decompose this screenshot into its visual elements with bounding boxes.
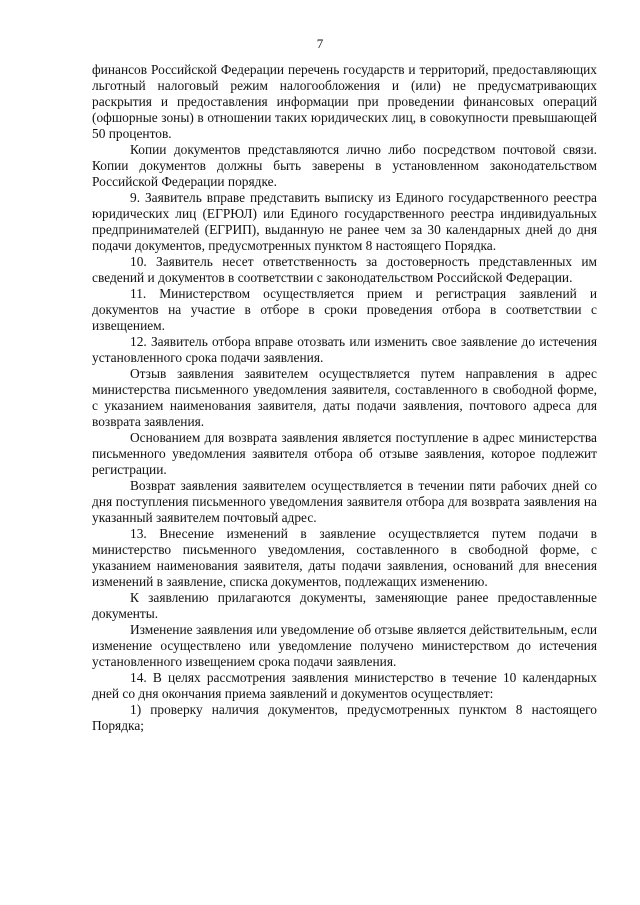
paragraph-item-9: 9. Заявитель вправе представить выписку из Единого государственного реестра юридических лиц (ЕГРЮЛ) или Единого государственного реестра индивидуальных предпринимателей (ЕГРИП), выданную не ранее чем за 30 календарных дней до дня подачи документов, предусмотренных пунктом 8 настоящего Порядка. bbox=[92, 190, 597, 253]
paragraph-item-13: 13. Внесение изменений в заявление осуществляется путем подачи в министерство письменного уведомления, составленного в свободной форме, с указанием наименования заявителя, даты подачи заявления, оснований для внесения изменений в заявление, списка документов, подлежащих изменению. bbox=[92, 526, 597, 589]
paragraph-item-10: 10. Заявитель несет ответственность за достоверность представленных им сведений и документов в соответствии с законодательством Российской Федерации. bbox=[92, 254, 597, 285]
paragraph-item-12: 12. Заявитель отбора вправе отозвать или изменить свое заявление до истечения установленного срока подачи заявления. bbox=[92, 334, 597, 365]
paragraph-attachments: К заявлению прилагаются документы, заменяющие ранее предоставленные документы. bbox=[92, 590, 597, 621]
paragraph-withdrawal: Отзыв заявления заявителем осуществляется путем направления в адрес министерства письменного уведомления заявителя, составленного в свободной форме, с указанием наименования заявителя, даты подачи заявления, почтового адреса для возврата заявления. bbox=[92, 366, 597, 429]
paragraph-continuation: финансов Российской Федерации перечень государств и территорий, предоставляющих льготный налоговый режим налогообложения и (или) не предусматривающих раскрытия и предоставления информации при проведении финансовых операций (офшорные зоны) в отношении таких юридических лиц, в совокупности превышающей 50 процентов. bbox=[92, 62, 597, 141]
paragraph-item-11: 11. Министерством осуществляется прием и регистрация заявлений и документов на участие в отборе в сроки проведения отбора в соответствии с извещением. bbox=[92, 286, 597, 333]
paragraph-return-basis: Основанием для возврата заявления является поступление в адрес министерства письменного уведомления заявителя отбора об отзыве заявления, которое подлежит регистрации. bbox=[92, 430, 597, 477]
paragraph-subitem-1: 1) проверку наличия документов, предусмотренных пунктом 8 настоящего Порядка; bbox=[92, 702, 597, 733]
paragraph-change-validity: Изменение заявления или уведомление об отзыве является действительным, если изменение осуществлено или уведомление получено министерством до истечения установленного извещением срока подачи заявления. bbox=[92, 622, 597, 669]
paragraph-item-14: 14. В целях рассмотрения заявления министерство в течение 10 календарных дней со дня окончания приема заявлений и документов осуществляет: bbox=[92, 670, 597, 701]
paragraph-return-term: Возврат заявления заявителем осуществляется в течении пяти рабочих дней со дня поступления письменного уведомления заявителя отбора для возврата заявления на указанный заявителем почтовый адрес. bbox=[92, 478, 597, 525]
page-number: 7 bbox=[316, 36, 324, 51]
paragraph-copies-of-documents: Копии документов представляются лично либо посредством почтовой связи. Копии документов должны быть заверены в установленном законодательством Российской Федерации порядке. bbox=[92, 142, 597, 189]
document-body bbox=[92, 62, 597, 734]
